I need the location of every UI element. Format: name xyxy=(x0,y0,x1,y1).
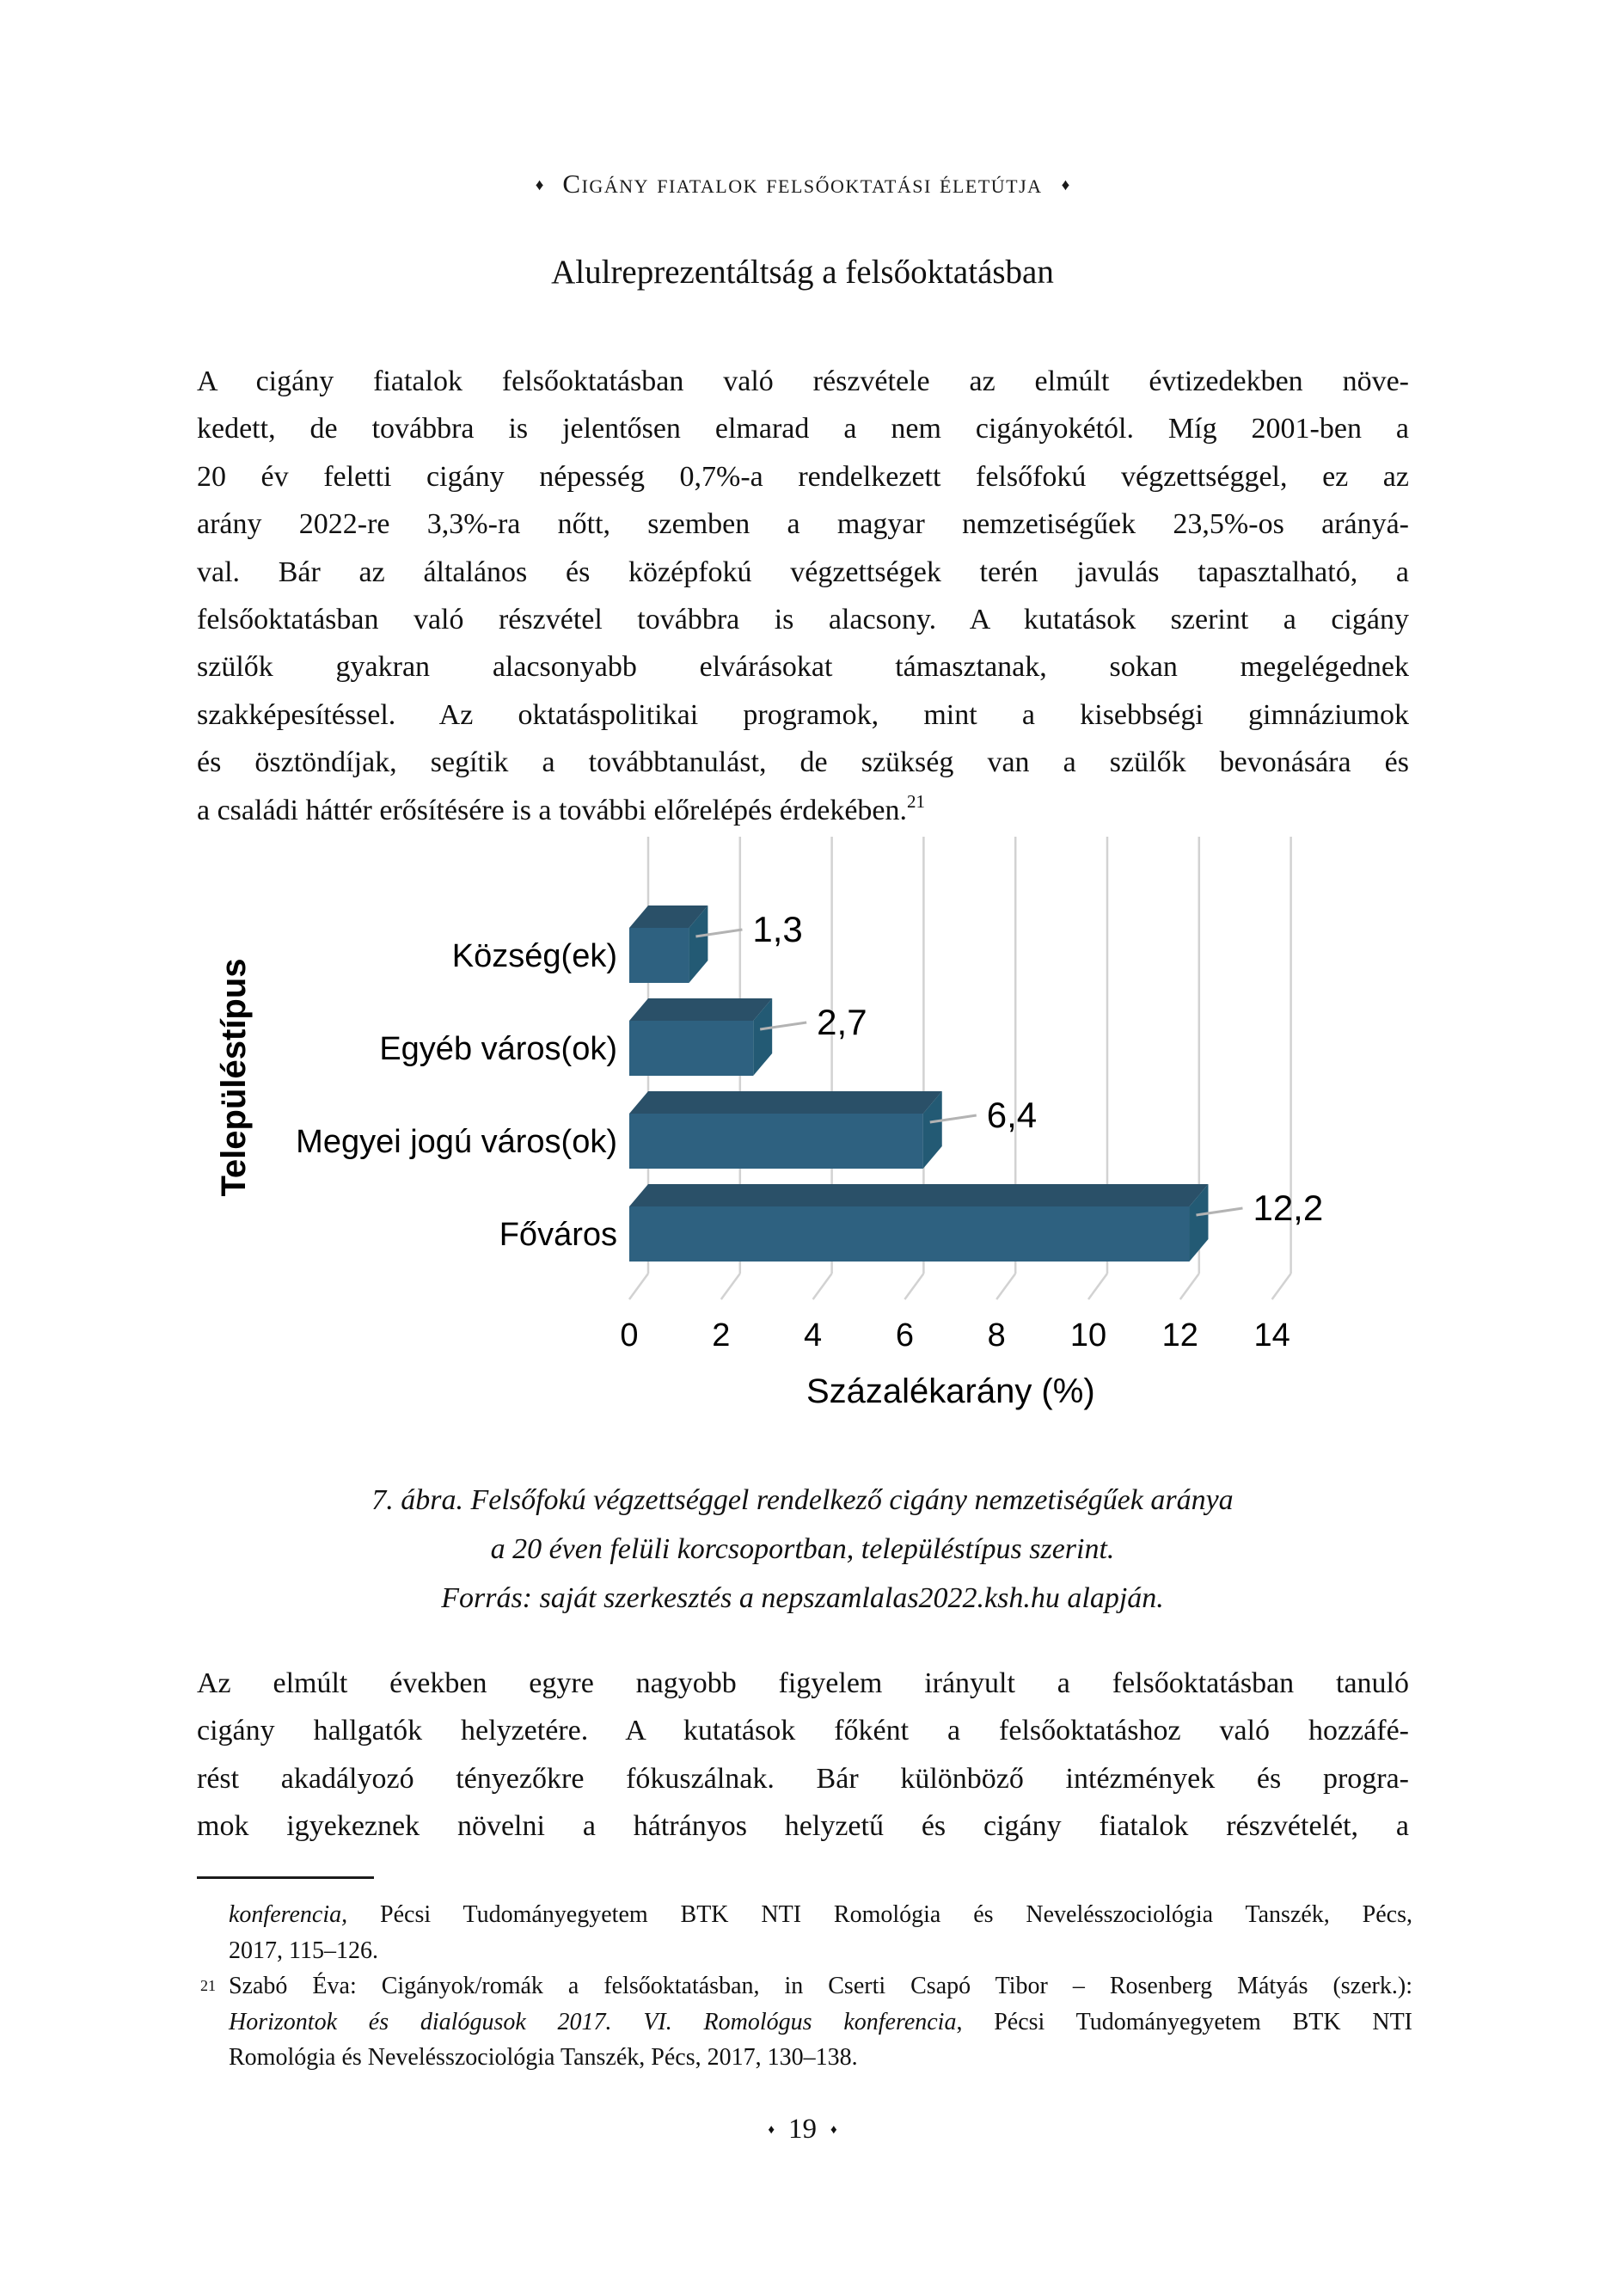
gridline-floor-segment xyxy=(1180,1274,1199,1299)
bar xyxy=(629,1206,1189,1262)
text-line: felsőoktatásban való részvétel továbbra is alacsony. A kutatások szerint a cigány xyxy=(197,604,1409,636)
x-axis-title: Százalékarány (%) xyxy=(806,1372,1095,1410)
footnote-text: 2017, 115–126. xyxy=(229,1937,378,1964)
bar xyxy=(629,1114,923,1169)
x-tick-label: 6 xyxy=(895,1317,914,1354)
bar xyxy=(629,928,689,983)
text-line: szülők gyakran alacsonyabb elvárásokat támasztanak, sokan megelégednek xyxy=(197,651,1409,684)
footnote-text: , Pécsi Tudományegyetem BTK NTI xyxy=(956,2008,1412,2035)
text-line: arány 2022-re 3,3%-ra nőtt, szemben a magyar nemzetiségűek 23,5%-os arányá- xyxy=(197,508,1409,541)
x-tick-label: 4 xyxy=(804,1317,823,1354)
text-line: val. Bár az általános és középfokú végzettségek terén javulás tapasztalható, a xyxy=(197,556,1409,588)
running-head xyxy=(0,169,1605,200)
y-axis-title: Településtípus xyxy=(215,958,253,1197)
footnote-text: Romológia és Nevelésszociológia Tanszék, Pécs, 2017, 130–138. xyxy=(229,2044,858,2071)
footnote-continuation-line xyxy=(197,1933,1412,1969)
footnote-21-line xyxy=(197,2040,1412,2076)
value-label: 2,7 xyxy=(817,1002,867,1042)
text-line: A cigány fiatalok felsőoktatásban való részvétele az elmúlt évtizedekben növe- xyxy=(197,365,1409,397)
x-tick-label: 8 xyxy=(987,1317,1006,1354)
footnote-italic-text: Horizontok és dialógusok 2017. VI. Romológus konferencia xyxy=(229,2008,957,2035)
gridline-floor-segment xyxy=(721,1274,740,1299)
text-line: és ösztöndíjak, segítik a továbbtanulást, de szükség van a szülők bevonására és xyxy=(197,746,1409,779)
bar-top-face xyxy=(629,998,772,1021)
x-tick-label: 12 xyxy=(1161,1317,1198,1354)
text-line: mok igyekeznek növelni a hátrányos helyzetű és cigány fiatalok részvételét, a xyxy=(197,1810,1409,1843)
footnote-text: Pécsi Tudományegyetem BTK NTI Romológia és Nevelésszociológia Tanszék, Pécs, xyxy=(347,1901,1412,1928)
category-label: Egyéb város(ok) xyxy=(379,1031,617,1067)
text-line xyxy=(197,787,1409,834)
footnote-text: Szabó Éva: Cigányok/romák a felsőoktatásban, in Cserti Csapó Tibor – Rosenberg Mátyás (szerk.): xyxy=(229,1973,1412,1999)
bar xyxy=(629,1021,753,1076)
footnote-italic-text: konferencia, xyxy=(229,1901,348,1928)
text-line: kedett, de továbbra is jelentősen elmarad a nem cigányokétól. Míg 2001-ben a xyxy=(197,413,1409,445)
footnote-continuation-line xyxy=(197,1897,1412,1933)
diamond-bullet-icon: ♦ xyxy=(1061,176,1070,194)
value-label: 6,4 xyxy=(986,1095,1038,1135)
footnote-21-line xyxy=(197,1968,1412,2004)
diamond-bullet-icon: ♦ xyxy=(535,176,544,194)
text-line: szakképesítéssel. Az oktatáspolitikai programok, mint a kisebbségi gimnáziumok xyxy=(197,698,1409,731)
footnote-number: 21 xyxy=(200,1977,216,1994)
gridline-floor-segment xyxy=(813,1274,832,1299)
value-label: 1,3 xyxy=(752,909,803,949)
figure-caption xyxy=(0,1476,1605,1623)
section-title: Alulreprezentáltság a felsőoktatásban xyxy=(551,254,1054,291)
footnotes-block xyxy=(197,1897,1412,2076)
x-tick-label: 2 xyxy=(712,1317,731,1354)
diamond-bullet-icon: ♦ xyxy=(768,2123,775,2137)
x-tick-label: 0 xyxy=(620,1317,639,1354)
gridline-floor-segment xyxy=(904,1274,923,1299)
bar-chart xyxy=(200,828,1404,1449)
paragraph-2 xyxy=(197,1660,1409,1851)
caption-line: 7. ábra. Felsőfokú végzettséggel rendelkező cigány nemzetiségűek aránya xyxy=(371,1484,1234,1516)
footnote-separator xyxy=(197,1876,374,1879)
diamond-bullet-icon: ♦ xyxy=(830,2123,837,2137)
gridline-floor-segment xyxy=(1088,1274,1107,1299)
text-line: 20 év feletti cigány népesség 0,7%-a rendelkezett felsőfokú végzettséggel, ez az xyxy=(197,460,1409,493)
paragraph-1 xyxy=(197,358,1409,834)
bar-top-face xyxy=(629,1091,942,1114)
paragraph-1-last-line: a családi háttér erősítésére is a további előrelépés érdekében. xyxy=(197,794,907,826)
footnote-21-line xyxy=(197,2004,1412,2041)
text-line: Az elmúlt években egyre nagyobb figyelem irányult a felsőoktatásban tanuló xyxy=(197,1667,1409,1699)
running-head-text: Cigány fiatalok felsőoktatási életútja xyxy=(562,169,1043,199)
x-tick-label: 10 xyxy=(1069,1317,1107,1354)
category-label: Község(ek) xyxy=(451,938,617,974)
gridline-floor-segment xyxy=(629,1274,648,1299)
footnote-reference: 21 xyxy=(907,790,925,812)
page-number: 19 xyxy=(788,2114,817,2145)
category-label: Főváros xyxy=(499,1217,617,1253)
x-tick-label: 14 xyxy=(1253,1317,1290,1354)
page-footer xyxy=(0,2114,1605,2146)
gridline-floor-segment xyxy=(1272,1274,1291,1299)
bar-top-face xyxy=(629,1184,1208,1206)
gridline-floor-segment xyxy=(996,1274,1015,1299)
caption-line: a 20 éven felüli korcsoportban, településtípus szerint. xyxy=(490,1533,1115,1565)
caption-line: Forrás: saját szerkesztés a nepszamlalas2022.ksh.hu alapján. xyxy=(441,1582,1164,1614)
text-line: rést akadályozó tényezőkre fókuszálnak. Bár különböző intézmények és progra- xyxy=(197,1762,1409,1795)
value-label: 12,2 xyxy=(1253,1188,1324,1228)
bar-chart-figure xyxy=(200,828,1404,1449)
text-line: cigány hallgatók helyzetére. A kutatások főként a felsőoktatáshoz való hozzáfé- xyxy=(197,1715,1409,1747)
category-label: Megyei jogú város(ok) xyxy=(296,1124,617,1160)
